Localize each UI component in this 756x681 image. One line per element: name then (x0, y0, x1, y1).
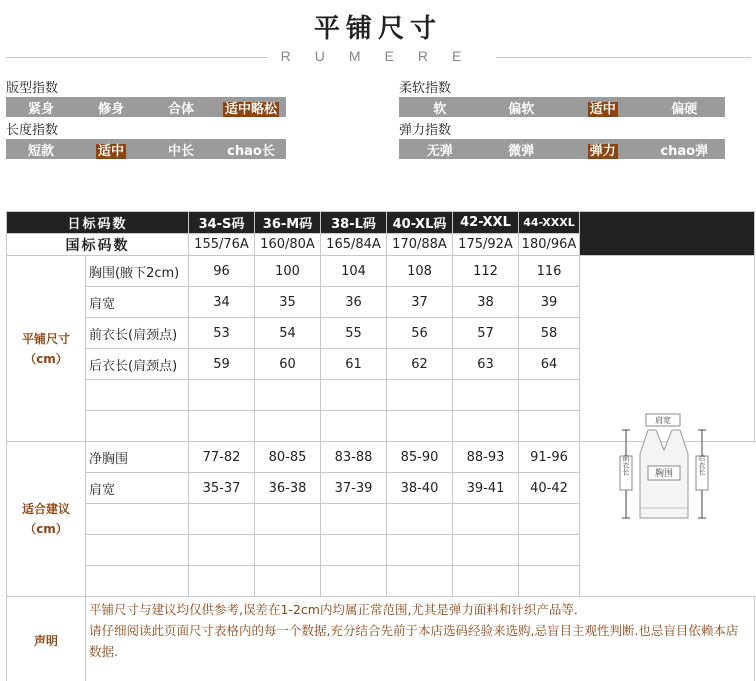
value-cell (321, 504, 387, 535)
index-option (6, 98, 76, 117)
value-cell (453, 504, 519, 535)
flat-group-label: 平铺尺寸 （cm） (7, 256, 86, 442)
value-cell: 38-40 (387, 473, 453, 504)
value-cell (321, 566, 387, 597)
value-cell (255, 566, 321, 597)
measure-name: 后衣长(肩颈点) (86, 349, 189, 380)
measure-name (86, 411, 189, 442)
value-cell: 36 (321, 287, 387, 318)
value-cell: 38 (453, 287, 519, 318)
value-cell (189, 535, 255, 566)
index-option-selected (216, 98, 286, 117)
value-cell: 108 (387, 256, 453, 287)
value-cell (255, 411, 321, 442)
standard-code-header: 国标码数 (7, 234, 189, 256)
value-cell (453, 535, 519, 566)
value-cell (189, 380, 255, 411)
value-cell (189, 411, 255, 442)
index-option (146, 98, 216, 117)
value-cell (321, 411, 387, 442)
measure-name: 净胸围 (86, 442, 189, 473)
value-cell (387, 504, 453, 535)
index-option-label: 弹力 (589, 143, 616, 159)
size-code-header: 日标码数 (7, 212, 189, 234)
index-option (76, 98, 146, 117)
value-cell (321, 380, 387, 411)
measure-name (86, 504, 189, 535)
index-option-selected (562, 140, 644, 159)
value-cell (387, 380, 453, 411)
index-option (399, 140, 481, 159)
value-cell (453, 411, 519, 442)
index-option (644, 140, 726, 159)
value-cell (321, 535, 387, 566)
value-cell: 88-93 (453, 442, 519, 473)
length-index-label: 长度指数 (6, 123, 59, 138)
value-cell (519, 535, 580, 566)
value-cell (387, 411, 453, 442)
declaration-label: 声明 (7, 597, 86, 681)
value-cell: 62 (387, 349, 453, 380)
size-header: 34-S码 (189, 212, 255, 234)
length-index-bar (6, 139, 286, 159)
vest-diagram (612, 410, 716, 528)
index-option-label: 偏软 (508, 101, 535, 117)
value-cell: 63 (453, 349, 519, 380)
standard-cell: 175/92A (453, 234, 519, 256)
value-cell: 77-82 (189, 442, 255, 473)
value-cell: 57 (453, 318, 519, 349)
value-cell: 53 (189, 318, 255, 349)
index-option-label: 微弹 (508, 143, 535, 159)
index-option (6, 140, 76, 159)
value-cell: 91-96 (519, 442, 580, 473)
value-cell: 60 (255, 349, 321, 380)
size-header: 38-L码 (321, 212, 387, 234)
measure-name: 胸围(腋下2cm) (86, 256, 189, 287)
index-option (644, 98, 726, 117)
measure-name: 前衣长(肩颈点) (86, 318, 189, 349)
index-option-label: chao长 (227, 143, 275, 159)
value-cell: 37 (387, 287, 453, 318)
standard-cell: 180/96A (519, 234, 580, 256)
fit_suggest-group-label: 适合建议 （cm） (7, 442, 86, 597)
size-header: 40-XL码 (387, 212, 453, 234)
size-header: 44-XXXL (519, 212, 580, 234)
value-cell: 39 (519, 287, 580, 318)
page-title: 平铺尺寸 (313, 14, 442, 44)
measure-name (86, 566, 189, 597)
table-row (7, 535, 755, 566)
value-cell: 37-39 (321, 473, 387, 504)
stretch-index-bar (399, 139, 725, 159)
index-option (399, 98, 481, 117)
index-option-label: 偏硬 (671, 101, 698, 117)
index-option-label: 紧身 (27, 101, 54, 117)
value-cell: 35-37 (189, 473, 255, 504)
table-row (7, 256, 755, 287)
size-header: 36-M码 (255, 212, 321, 234)
size-header: 42-XXL (453, 212, 519, 234)
value-cell: 34 (189, 287, 255, 318)
value-cell (255, 380, 321, 411)
value-cell: 55 (321, 318, 387, 349)
index-option-label: 适中 (589, 101, 616, 117)
value-cell (519, 566, 580, 597)
value-cell (387, 566, 453, 597)
index-option-label: 修身 (97, 101, 124, 117)
index-option (481, 98, 563, 117)
stretch-index-label: 弹力指数 (399, 123, 452, 138)
value-cell: 59 (189, 349, 255, 380)
back-length-label: 后衣长 (698, 454, 706, 476)
value-cell: 104 (321, 256, 387, 287)
softness-index-bar (399, 97, 725, 117)
value-cell: 56 (387, 318, 453, 349)
value-cell (519, 380, 580, 411)
standard-cell: 165/84A (321, 234, 387, 256)
index-option (146, 140, 216, 159)
value-cell: 112 (453, 256, 519, 287)
declaration-text (86, 597, 755, 681)
value-cell: 36-38 (255, 473, 321, 504)
value-cell: 61 (321, 349, 387, 380)
value-cell (387, 535, 453, 566)
value-cell: 35 (255, 287, 321, 318)
value-cell: 83-88 (321, 442, 387, 473)
index-option-selected (76, 140, 146, 159)
value-cell (453, 380, 519, 411)
measure-name (86, 535, 189, 566)
value-cell: 64 (519, 349, 580, 380)
index-option (216, 140, 286, 159)
softness-index-label: 柔软指数 (399, 81, 452, 96)
fit-index-label: 版型指数 (6, 81, 59, 96)
value-cell: 116 (519, 256, 580, 287)
declaration-line: 平铺尺寸与建议均仅供参考,误差在1-2cm内均属正常范围,尤其是弹力面料和针织产品等. (89, 602, 578, 617)
measure-name: 肩宽 (86, 287, 189, 318)
fit-index-bar (6, 97, 286, 117)
measure-name: 肩宽 (86, 473, 189, 504)
value-cell (519, 411, 580, 442)
value-cell: 40-42 (519, 473, 580, 504)
value-cell (453, 566, 519, 597)
measure-name (86, 380, 189, 411)
standard-cell: 155/76A (189, 234, 255, 256)
value-cell (189, 566, 255, 597)
value-cell: 39-41 (453, 473, 519, 504)
value-cell (255, 504, 321, 535)
front-length-label: 前衣长 (622, 454, 630, 476)
index-option-label: chao弹 (660, 143, 709, 159)
value-cell: 85-90 (387, 442, 453, 473)
index-option-label: 软 (433, 101, 447, 117)
value-cell: 58 (519, 318, 580, 349)
value-cell: 100 (255, 256, 321, 287)
index-option-label: 适中 (97, 143, 124, 159)
value-cell (189, 504, 255, 535)
size-note-header: 尺寸参照说明 (580, 212, 755, 256)
index-option-label: 无弹 (426, 143, 453, 159)
index-option-selected (562, 98, 644, 117)
shoulder-label: 肩宽 (655, 416, 671, 425)
index-option-label: 适中略松 (224, 101, 277, 117)
declaration-line: 请仔细阅读此页面尺寸表格内的每一个数据,充分结合先前于本店选码经验来选购,忌盲目主观性判断.也忌盲目依赖本店数据. (89, 623, 739, 659)
standard-cell: 160/80A (255, 234, 321, 256)
table-row (7, 566, 755, 597)
value-cell (255, 535, 321, 566)
value-cell: 96 (189, 256, 255, 287)
index-option-label: 合体 (167, 101, 194, 117)
brand-name: RUMERE (280, 48, 486, 64)
value-cell: 80-85 (255, 442, 321, 473)
value-cell (519, 504, 580, 535)
chest-label: 胸围 (654, 469, 674, 479)
value-cell: 54 (255, 318, 321, 349)
index-option-label: 短款 (27, 143, 54, 159)
index-option (481, 140, 563, 159)
standard-cell: 170/88A (387, 234, 453, 256)
index-option-label: 中长 (167, 143, 194, 159)
